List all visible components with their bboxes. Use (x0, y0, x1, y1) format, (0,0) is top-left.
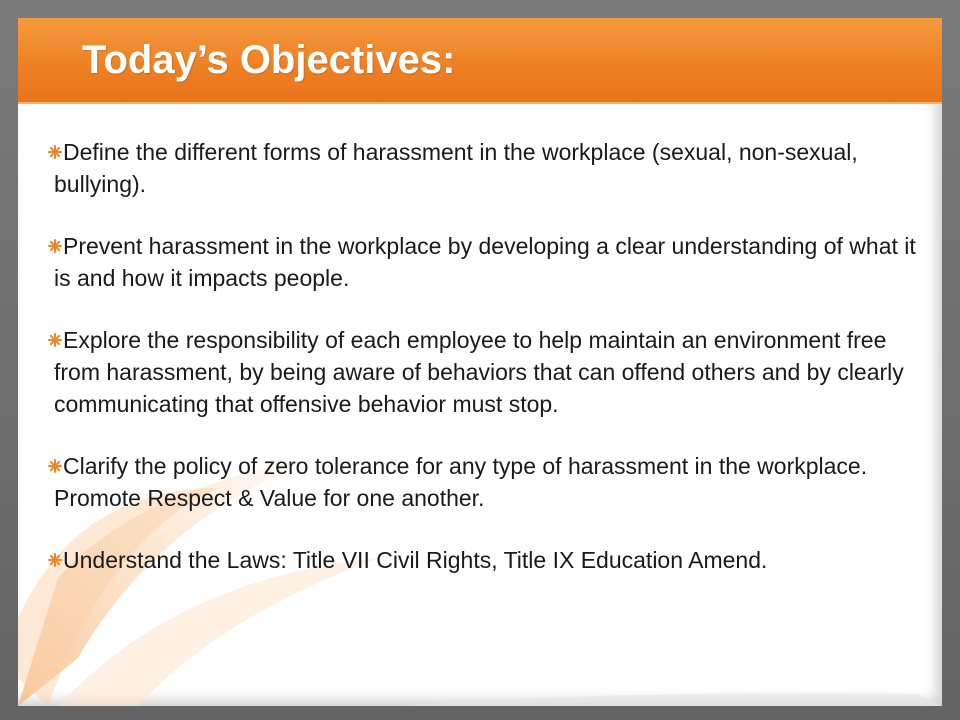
orange-starburst-icon (48, 332, 62, 348)
orange-starburst-icon (48, 144, 62, 160)
objective-text: Define the different forms of harassment in the workplace (sexual, non-sexual, bullying). (54, 139, 858, 197)
objective-text: Prevent harassment in the workplace by developing a clear understanding of what it is and how it impacts people. (54, 233, 916, 291)
slide-title: Today’s Objectives: (82, 38, 456, 82)
title-band (18, 18, 942, 104)
list-item (54, 544, 918, 576)
orange-starburst-icon (48, 458, 62, 474)
list-item (54, 230, 918, 294)
objectives-list (54, 136, 918, 606)
objective-text: Explore the responsibility of each employee to help maintain an environment free from harassment, by being aware of behaviors that can offend others and by clearly communicating that offensive behavior must stop. (54, 327, 904, 417)
objective-text: Clarify the policy of zero tolerance for any type of harassment in the workplace. Promote Respect & Value for one another. (54, 453, 868, 511)
orange-starburst-icon (48, 238, 62, 254)
list-item (54, 450, 918, 514)
list-item (54, 324, 918, 420)
list-item (54, 136, 918, 200)
objective-text: Understand the Laws: Title VII Civil Rights, Title IX Education Amend. (63, 547, 768, 573)
slide (18, 18, 942, 706)
orange-starburst-icon (48, 552, 62, 568)
